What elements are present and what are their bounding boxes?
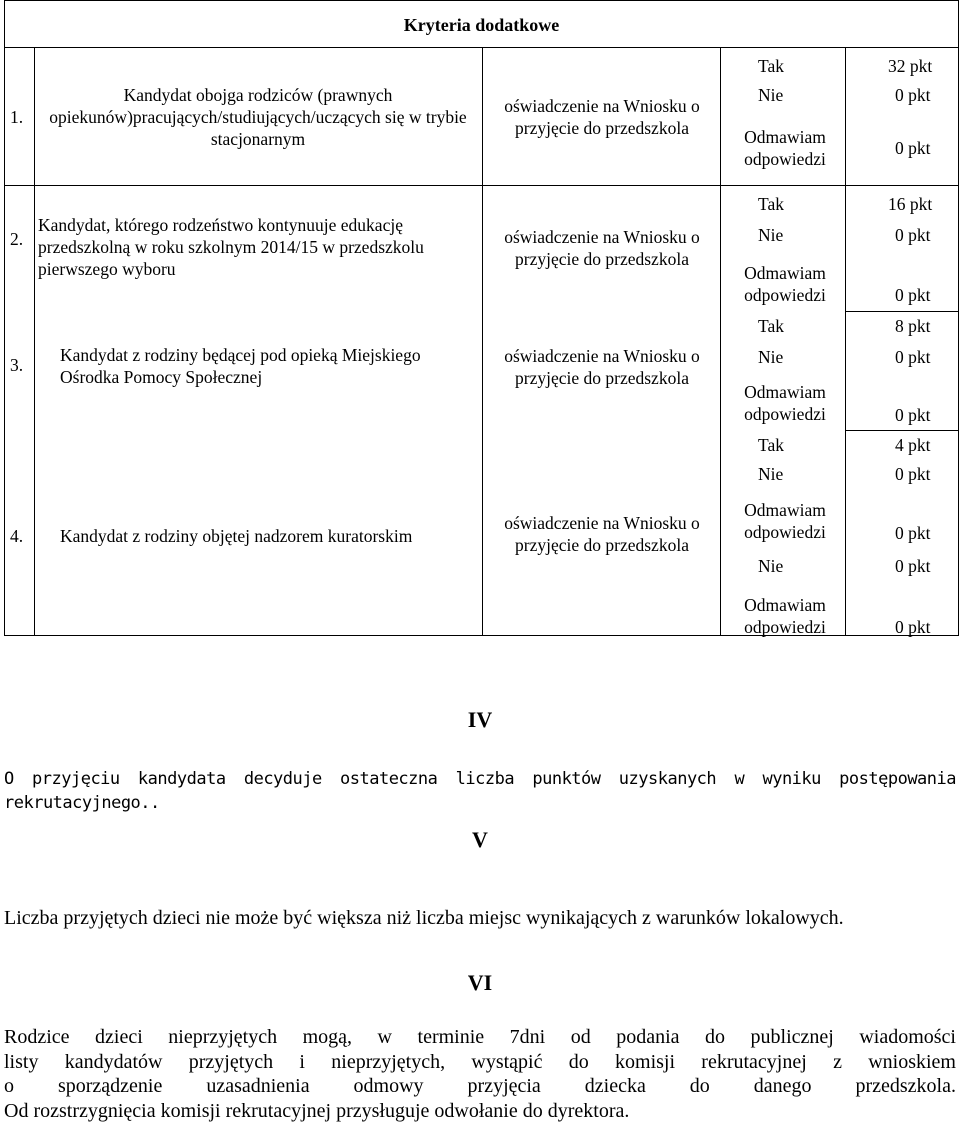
option-answer: Nie — [758, 347, 784, 367]
row-criterion: Kandydat z rodziny będącej pod opieką Miejskiego Ośrodka Pomocy Społecznej — [60, 345, 421, 387]
section-line: listy kandydatów przyjętych i nieprzyjętych, wystąpić do komisji rekrutacyjnej z wnioskiem — [4, 1050, 956, 1073]
section-paragraph — [4, 1025, 956, 1123]
section-heading: VI — [467, 970, 493, 995]
option-answer: Tak — [758, 56, 784, 76]
option-points: 0 pkt — [895, 556, 931, 576]
row-divider — [845, 311, 959, 312]
option-points: 0 pkt — [895, 347, 931, 367]
option-answer: Tak — [758, 316, 784, 336]
row-criterion: Kandydat, którego rodzeństwo kontynuuje edukację przedszkolną w roku szkolnym 2014/15 w przedszkolu pierwszego wyboru — [38, 215, 424, 279]
col-divider — [34, 48, 35, 636]
option-points: 0 pkt — [895, 85, 931, 105]
row-number: 4. — [10, 526, 24, 546]
option-answer: Tak — [758, 435, 784, 455]
option-points: 4 pkt — [895, 435, 931, 455]
row-document: oświadczenie na Wniosku o przyjęcie do przedszkola — [504, 346, 700, 388]
option-answer: Odmawiam odpowiedzi — [744, 263, 826, 305]
option-points: 8 pkt — [895, 316, 931, 336]
row-document: oświadczenie na Wniosku o przyjęcie do przedszkola — [504, 227, 700, 269]
option-answer: Tak — [758, 194, 784, 214]
option-answer: Nie — [758, 225, 784, 245]
option-points: 0 pkt — [895, 617, 931, 637]
row-number: 1. — [10, 107, 24, 127]
section-heading: IV — [467, 707, 493, 732]
row-divider — [845, 430, 959, 431]
option-points: 0 pkt — [895, 523, 931, 543]
section-line: Rodzice dzieci nieprzyjętych mogą, w terminie 7dni od podania do publicznej wiadomości — [4, 1026, 956, 1048]
row-divider — [4, 185, 959, 186]
option-answer: Nie — [758, 464, 784, 484]
option-answer: Odmawiam odpowiedzi — [744, 127, 826, 169]
col-divider — [720, 48, 721, 636]
row-document: oświadczenie na Wniosku o przyjęcie do przedszkola — [504, 513, 700, 555]
section-line: Od rozstrzygnięcia komisji rekrutacyjnej przysługuje odwołanie do dyrektora. — [4, 1099, 630, 1122]
section-text: Liczba przyjętych dzieci nie może być większa niż liczba miejsc wynikających z warunków lokalowych. — [4, 907, 844, 929]
section-line: o sporządzenie uzasadnienia odmowy przyjęcia dziecka do danego przedszkola. — [4, 1075, 956, 1097]
row-document: oświadczenie na Wniosku o przyjęcie do przedszkola — [504, 96, 700, 138]
col-divider — [845, 48, 846, 636]
option-points: 0 pkt — [895, 405, 931, 425]
row-number: 3. — [10, 355, 24, 375]
option-points: 0 pkt — [895, 138, 931, 158]
option-points: 0 pkt — [895, 464, 931, 484]
section-heading: V — [472, 827, 488, 852]
option-answer: Odmawiam odpowiedzi — [744, 595, 826, 637]
option-answer: Odmawiam odpowiedzi — [744, 500, 826, 542]
col-divider — [482, 48, 483, 636]
table-header — [4, 0, 959, 48]
option-answer: Nie — [758, 85, 784, 105]
option-points: 0 pkt — [895, 285, 931, 305]
row-criterion: Kandydat obojga rodziców (prawnych opiekunów)pracujących/studiujących/uczących się w trybie stacjonarnym — [49, 85, 467, 149]
option-points: 16 pkt — [888, 194, 933, 214]
option-points: 0 pkt — [895, 225, 931, 245]
row-number: 2. — [10, 229, 24, 249]
table-header-label: Kryteria dodatkowe — [403, 15, 560, 35]
row-criterion: Kandydat z rodziny objętej nadzorem kuratorskim — [60, 526, 413, 546]
section-text: O przyjęciu kandydata decyduje ostateczna liczba punktów uzyskanych w wyniku postępowania rekrutacyjnego.. — [4, 769, 956, 813]
option-answer: Odmawiam odpowiedzi — [744, 382, 826, 424]
option-points: 32 pkt — [888, 56, 933, 76]
option-answer: Nie — [758, 556, 784, 576]
